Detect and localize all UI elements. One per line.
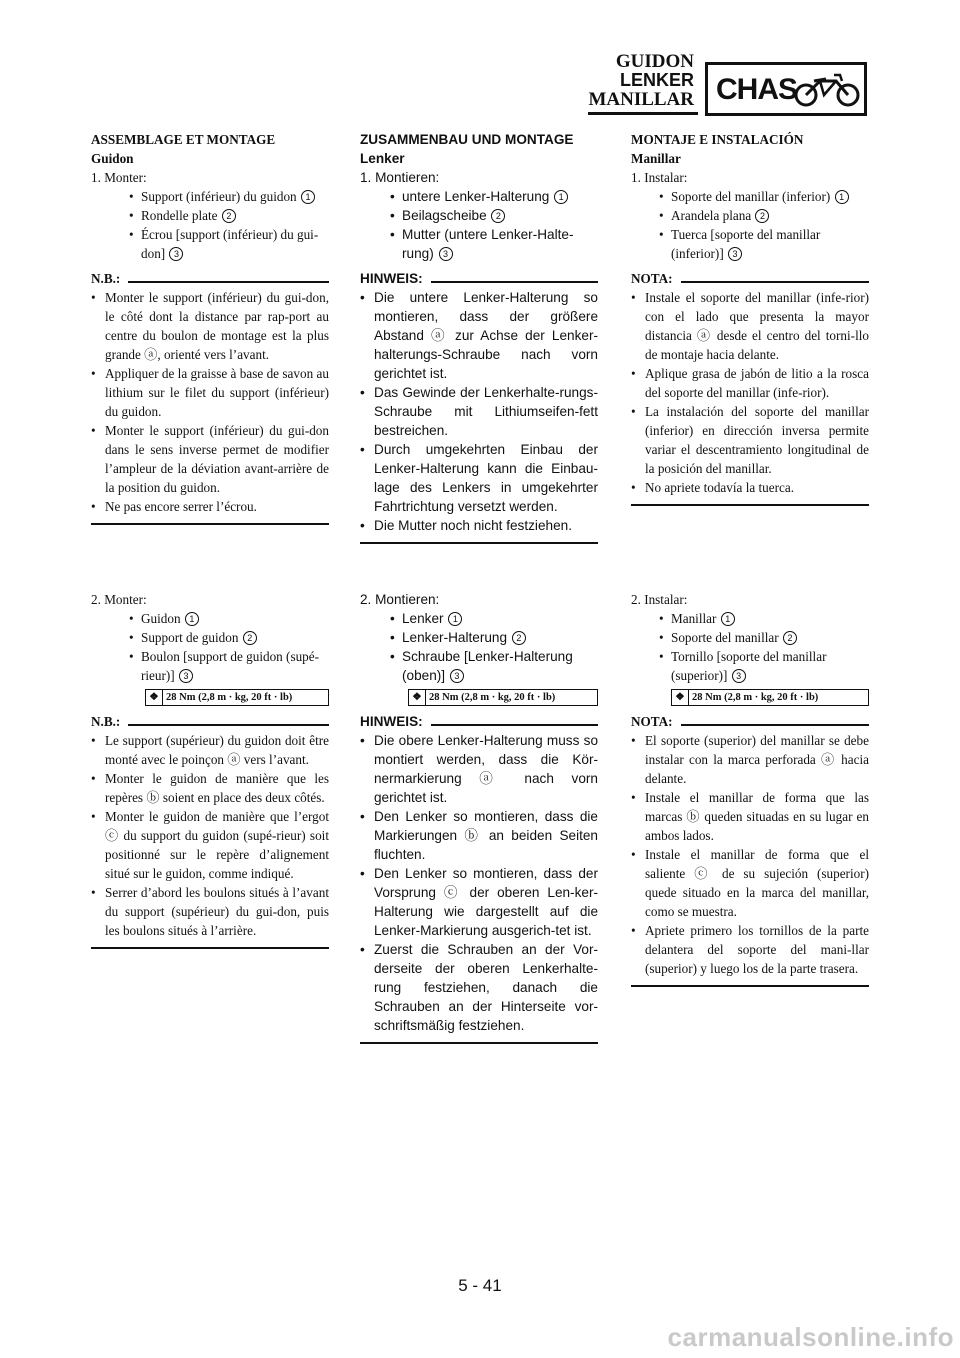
list-item: • Lenker 1 [390, 609, 598, 628]
note-item: • Instale el manillar de forma que las marcas ⓑ queden situadas en su lugar en ambos lados. [631, 788, 869, 845]
fr-step-2: 2. Monter: [91, 592, 147, 607]
wrench-icon: ❖ [146, 690, 163, 705]
torque-spec: ❖ 28 Nm (2,8 m · kg, 20 ft · lb) [671, 689, 869, 706]
ref-2: 2 [755, 209, 769, 223]
torque-spec: ❖ 28 Nm (2,8 m · kg, 20 ft · lb) [145, 689, 329, 706]
list-item: • Arandela plana 2 [659, 206, 869, 225]
watermark: carmanualsonline.info [667, 1322, 954, 1352]
section-titles [588, 52, 694, 109]
es-heading: MONTAJE E INSTALACIÓN [631, 132, 804, 147]
fr-assembly-section [91, 130, 329, 525]
fr-heading: ASSEMBLAGE ET MONTAGE [91, 132, 276, 147]
note-item: • Zuerst die Schrauben an der Vor-derseite der oberen Lenkerhalte-rung festziehen, danach die Schrauben an der Hinterseite vor-schriftsmäßig festziehen. [360, 940, 598, 1035]
ref-2: 2 [222, 209, 236, 223]
list-item: • Boulon [support de guidon (supé-rieur)] 3 [129, 647, 329, 685]
note-end-rule [360, 542, 598, 544]
fr-step-1: 1. Monter: [91, 170, 147, 185]
note-header: HINWEIS: [360, 712, 598, 731]
ref-1: 1 [301, 190, 315, 204]
note-item: • Serrer d’abord les boulons situés à l’avant du support (supérieur) du gui-don, puis les boulons situés à l’arrière. [91, 883, 329, 940]
list-item: • Mutter (untere Lenker-Halte-rung) 3 [390, 225, 598, 263]
note-item: • Aplique grasa de jabón de litio a la rosca del soporte del manillar (infe-rior). [631, 364, 869, 402]
note-item: • Apriete primero los tornillos de la parte delantera del soporte del mani-llar (superior) y luego los de la parte trasera. [631, 921, 869, 978]
de-assembly-section [360, 130, 598, 544]
motorcycle-icon [790, 69, 864, 111]
ref-2: 2 [783, 631, 797, 645]
ref-1: 1 [835, 190, 849, 204]
note-end-rule [631, 985, 869, 987]
note-item: • Die Mutter noch nicht festziehen. [360, 516, 598, 535]
note-end-rule [360, 1042, 598, 1044]
list-item: • Support (inférieur) du guidon 1 [129, 187, 329, 206]
note-end-rule [91, 947, 329, 949]
note-item: • Die untere Lenker-Halterung so montieren, dass der größere Abstand ⓐ zur Achse der Lenker-halterungs-Schraube nach vorn gerichtet ist. [360, 288, 598, 383]
title-de: LENKER [619, 70, 694, 90]
note-item: • Das Gewinde der Lenkerhalte-rungs-Schraube mit Lithiumseifen-fett bestreichen. [360, 383, 598, 440]
chas-label: CHAS [716, 73, 798, 106]
ref-2: 2 [243, 631, 257, 645]
de-step-2: 2. Montieren: [360, 592, 440, 607]
chas-badge [705, 62, 867, 116]
ref-3: 3 [179, 669, 193, 683]
note-item: • Den Lenker so montieren, dass der Vorsprung ⓒ der oberen Len-ker-Halterung wie dargestellt auf die Lenker-Markierung ausgerich-tet ist. [360, 864, 598, 940]
wrench-icon: ❖ [672, 690, 689, 705]
note-item: • No apriete todavía la tuerca. [631, 478, 869, 497]
es-assembly-section [631, 130, 869, 506]
de-step-2-section [360, 590, 598, 1044]
ref-3: 3 [732, 669, 746, 683]
es-step-2: 2. Instalar: [631, 592, 688, 607]
ref-1: 1 [185, 612, 199, 626]
de-step-1: 1. Montieren: [360, 170, 440, 185]
list-item: • Soporte del manillar (inferior) 1 [659, 187, 869, 206]
title-es: MANILLAR [588, 89, 694, 110]
ref-2: 2 [491, 209, 505, 223]
note-item: • Den Lenker so montieren, dass die Markierungen ⓑ an beiden Seiten fluchten. [360, 807, 598, 864]
note-item: • Appliquer de la graisse à base de savon au lithium sur le filet du support (inférieur) du guidon. [91, 364, 329, 421]
note-item: • Instale el manillar de forma que el saliente ⓒ de su sujeción (superior) quede situado en la marca del manillar, como se muestra. [631, 845, 869, 921]
page-number: 5 - 41 [458, 1276, 502, 1295]
note-item: • Monter le support (inférieur) du gui-don, le côté dont la distance par rap-port au centre du boulon de montage est la plus grande ⓐ, orienté vers l’avant. [91, 288, 329, 364]
list-item: • Beilagscheibe 2 [390, 206, 598, 225]
note-header: N.B.: [91, 269, 329, 288]
es-step-1: 1. Instalar: [631, 170, 688, 185]
list-item: • Soporte del manillar 2 [659, 628, 869, 647]
note-item: • Le support (supérieur) du guidon doit être monté avec le poinçon ⓐ vers l’avant. [91, 731, 329, 769]
note-end-rule [91, 523, 329, 525]
ref-1: 1 [721, 612, 735, 626]
list-item: • Écrou [support (inférieur) du gui-don] 3 [129, 225, 329, 263]
list-item: • Manillar 1 [659, 609, 869, 628]
note-item: • Monter le guidon de manière que les repères ⓑ soient en place des deux côtés. [91, 769, 329, 807]
ref-2: 2 [512, 631, 526, 645]
de-heading: ZUSAMMENBAU UND MONTAGE [360, 132, 574, 147]
list-item: • Support de guidon 2 [129, 628, 329, 647]
note-item: • Instale el soporte del manillar (infe-rior) con el lado que presenta la mayor distancia ⓐ desde el centro del torni-llo de montaje hacia delante. [631, 288, 869, 364]
list-item: • Tuerca [soporte del manillar (inferior)] 3 [659, 225, 869, 263]
list-item: • Lenker-Halterung 2 [390, 628, 598, 647]
note-item: • Die obere Lenker-Halterung muss so montiert werden, dass die Kör-nermarkierung ⓐ nach vorn gerichtet ist. [360, 731, 598, 807]
list-item: • Rondelle plate 2 [129, 206, 329, 225]
note-header: N.B.: [91, 712, 329, 731]
note-end-rule [631, 504, 869, 506]
title-fr: GUIDON [615, 51, 694, 72]
note-item: • Monter le support (inférieur) du gui-don dans le sens inverse permet de modifier l’ampleur de la déviation avant-arrière de la position du guidon. [91, 421, 329, 497]
ref-1: 1 [448, 612, 462, 626]
de-subheading: Lenker [360, 151, 405, 166]
note-item: • El soporte (superior) del manillar se debe instalar con la marca perforada ⓐ hacia delante. [631, 731, 869, 788]
es-step-2-section [631, 590, 869, 987]
note-item: • La instalación del soporte del manillar (inferior) en dirección inversa permite variar el descentramiento longitudinal de la posición del manillar. [631, 402, 869, 478]
es-subheading: Manillar [631, 151, 681, 166]
note-item: • Monter le guidon de manière que l’ergot ⓒ du support du guidon (supé-rieur) soit positionné sur le repère d’alignement situé sur le guidon, comme indiqué. [91, 807, 329, 883]
note-header: NOTA: [631, 269, 869, 288]
list-item: • Schraube [Lenker-Halterung (oben)] 3 [390, 647, 598, 685]
note-item: • Ne pas encore serrer l’écrou. [91, 497, 329, 516]
list-item: • Tornillo [soporte del manillar (superior)] 3 [659, 647, 869, 685]
list-item: • untere Lenker-Halterung 1 [390, 187, 598, 206]
torque-spec: ❖ 28 Nm (2,8 m · kg, 20 ft · lb) [408, 689, 598, 706]
wrench-icon: ❖ [409, 690, 426, 705]
ref-3: 3 [169, 247, 183, 261]
note-header: NOTA: [631, 712, 869, 731]
header-rule [588, 112, 698, 115]
ref-3: 3 [439, 247, 453, 261]
fr-step-2-section [91, 590, 329, 949]
ref-1: 1 [554, 190, 568, 204]
ref-3: 3 [450, 669, 464, 683]
ref-3: 3 [728, 247, 742, 261]
note-header: HINWEIS: [360, 269, 598, 288]
fr-subheading: Guidon [91, 151, 134, 166]
note-item: • Durch umgekehrten Einbau der Lenker-Halterung kann die Einbau-lage des Lenkers in umgekehrter Fahrtrichtung versetzt werden. [360, 440, 598, 516]
list-item: • Guidon 1 [129, 609, 329, 628]
